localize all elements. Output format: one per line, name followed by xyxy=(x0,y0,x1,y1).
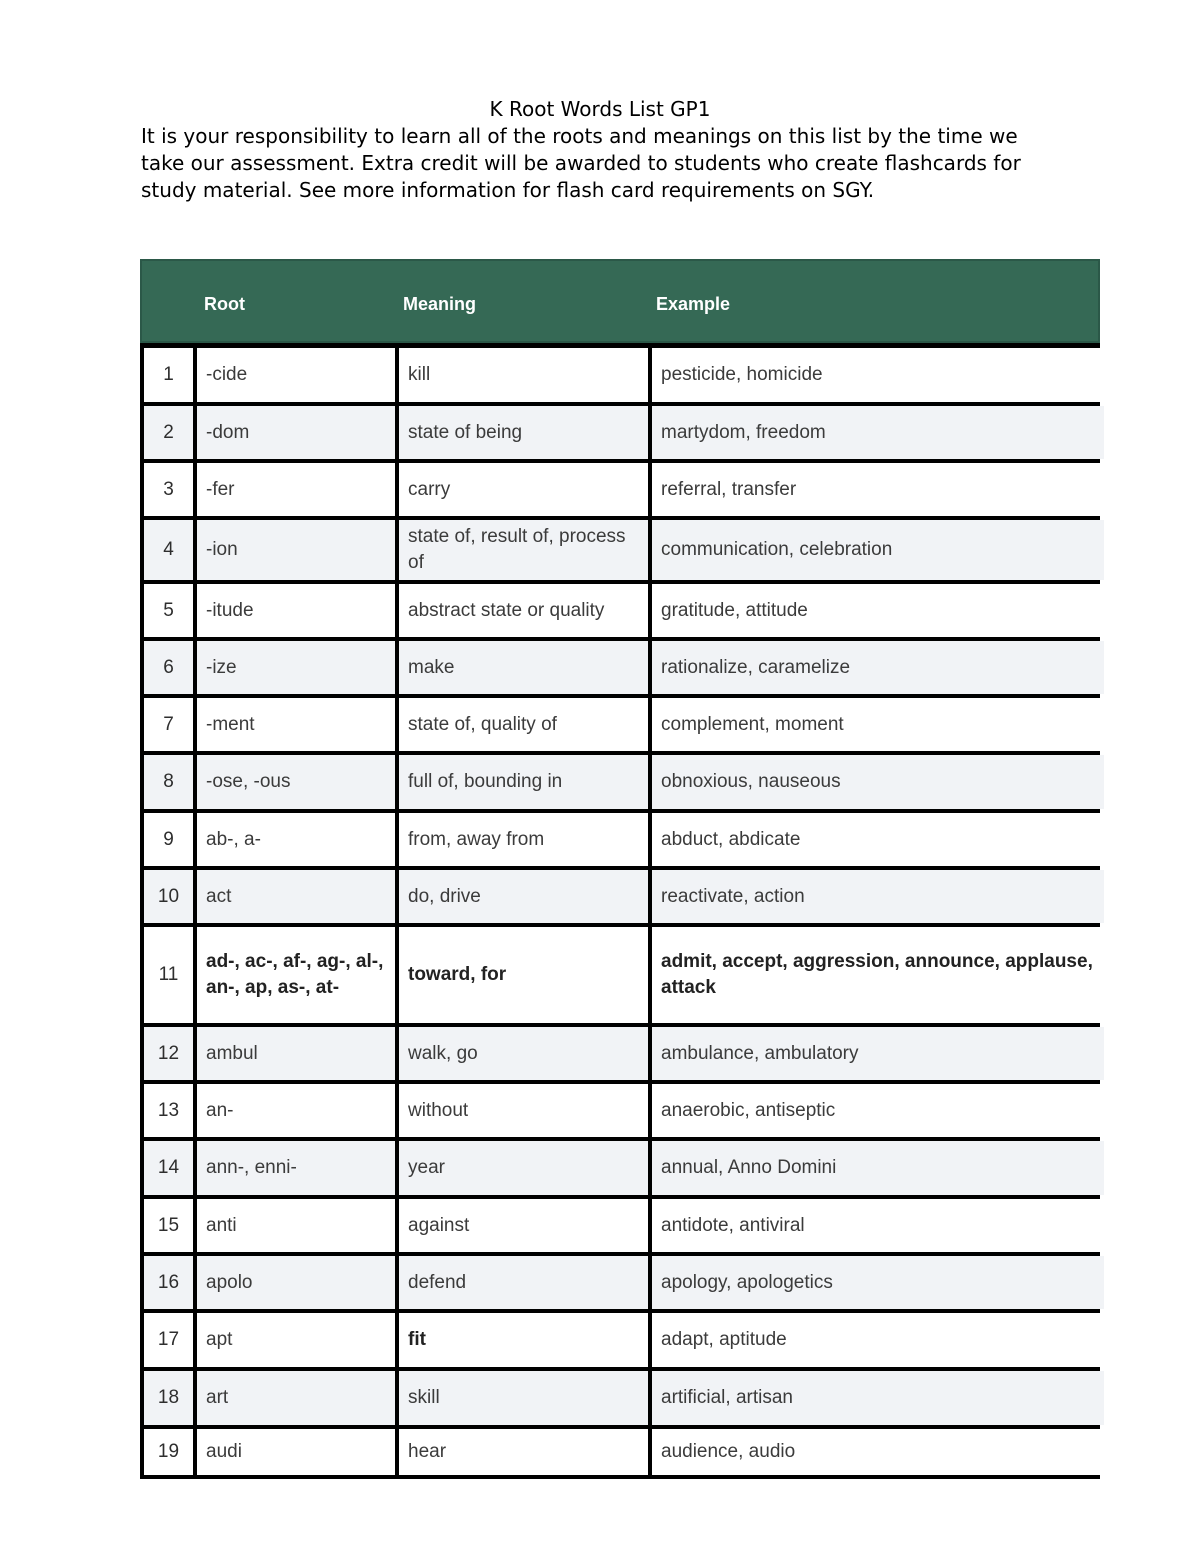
row-example: audience, audio xyxy=(652,1429,1104,1475)
row-root: apolo xyxy=(197,1256,395,1309)
row-number: 4 xyxy=(144,520,193,580)
row-example: anaerobic, antiseptic xyxy=(652,1084,1104,1137)
row-meaning: hear xyxy=(399,1429,648,1475)
row-number: 5 xyxy=(144,584,193,637)
row-root: ann-, enni- xyxy=(197,1141,395,1195)
row-example: complement, moment xyxy=(652,698,1104,751)
table-header xyxy=(140,259,1100,343)
row-meaning: skill xyxy=(399,1371,648,1425)
row-example: obnoxious, nauseous xyxy=(652,755,1104,809)
row-meaning: make xyxy=(399,641,648,694)
header-meaning: Meaning xyxy=(403,294,477,314)
instructions-paragraph: It is your responsibility to learn all of the roots and meanings on this list by the time we take our assessment. Extra credit will be awarded to students who create flashcards for study material. See more information for flash card requirements on SGY. xyxy=(141,124,1021,202)
row-root: audi xyxy=(197,1429,395,1475)
row-root: -itude xyxy=(197,584,395,637)
row-example: antidote, antiviral xyxy=(652,1199,1104,1252)
row-meaning: from, away from xyxy=(399,813,648,866)
header-root: Root xyxy=(204,294,245,314)
row-number: 9 xyxy=(144,813,193,866)
page-title: K Root Words List GP1 xyxy=(489,97,711,121)
row-root: ad-, ac-, af-, ag-, al-, an-, ap, as-, at- xyxy=(197,927,395,1023)
row-number: 17 xyxy=(144,1313,193,1367)
row-root: -ment xyxy=(197,698,395,751)
row-example: abduct, abdicate xyxy=(652,813,1104,866)
row-number: 16 xyxy=(144,1256,193,1309)
row-meaning: state of, result of, process of xyxy=(399,520,648,580)
row-example: apology, apologetics xyxy=(652,1256,1104,1309)
row-meaning: toward, for xyxy=(399,927,648,1023)
row-example: pesticide, homicide xyxy=(652,348,1104,402)
row-root: anti xyxy=(197,1199,395,1252)
row-root: -dom xyxy=(197,406,395,459)
row-number: 8 xyxy=(144,755,193,809)
row-meaning: abstract state or quality xyxy=(399,584,648,637)
root-words-table xyxy=(140,259,1100,1479)
row-root: ambul xyxy=(197,1027,395,1080)
row-root: ab-, a- xyxy=(197,813,395,866)
row-meaning: year xyxy=(399,1141,648,1195)
table-body xyxy=(140,343,1100,1479)
row-meaning: against xyxy=(399,1199,648,1252)
row-example: admit, accept, aggression, announce, applause, attack xyxy=(652,927,1104,1023)
row-example: communication, celebration xyxy=(652,520,1104,580)
row-root: -fer xyxy=(197,463,395,516)
row-meaning: defend xyxy=(399,1256,648,1309)
row-meaning: do, drive xyxy=(399,870,648,923)
row-meaning: full of, bounding in xyxy=(399,755,648,809)
row-meaning: state of, quality of xyxy=(399,698,648,751)
row-example: referral, transfer xyxy=(652,463,1104,516)
row-example: gratitude, attitude xyxy=(652,584,1104,637)
row-meaning: kill xyxy=(399,348,648,402)
row-example: annual, Anno Domini xyxy=(652,1141,1104,1195)
row-number: 12 xyxy=(144,1027,193,1080)
row-meaning: without xyxy=(399,1084,648,1137)
row-number: 13 xyxy=(144,1084,193,1137)
row-root: -ion xyxy=(197,520,395,580)
row-number: 10 xyxy=(144,870,193,923)
row-example: artificial, artisan xyxy=(652,1371,1104,1425)
row-root: -ize xyxy=(197,641,395,694)
row-number: 19 xyxy=(144,1429,193,1475)
row-root: -ose, -ous xyxy=(197,755,395,809)
row-number: 15 xyxy=(144,1199,193,1252)
row-root: an- xyxy=(197,1084,395,1137)
row-meaning: carry xyxy=(399,463,648,516)
row-root: apt xyxy=(197,1313,395,1367)
row-meaning: state of being xyxy=(399,406,648,459)
row-number: 6 xyxy=(144,641,193,694)
row-number: 18 xyxy=(144,1371,193,1425)
row-number: 1 xyxy=(144,348,193,402)
row-meaning: walk, go xyxy=(399,1027,648,1080)
row-number: 3 xyxy=(144,463,193,516)
row-root: art xyxy=(197,1371,395,1425)
row-example: rationalize, caramelize xyxy=(652,641,1104,694)
row-number: 14 xyxy=(144,1141,193,1195)
row-example: ambulance, ambulatory xyxy=(652,1027,1104,1080)
row-example: adapt, aptitude xyxy=(652,1313,1104,1367)
row-example: reactivate, action xyxy=(652,870,1104,923)
row-root: act xyxy=(197,870,395,923)
row-number: 7 xyxy=(144,698,193,751)
row-number: 2 xyxy=(144,406,193,459)
row-meaning: fit xyxy=(399,1313,648,1367)
row-example: martydom, freedom xyxy=(652,406,1104,459)
header-example: Example xyxy=(656,294,731,314)
row-root: -cide xyxy=(197,348,395,402)
row-number: 11 xyxy=(144,927,193,1023)
